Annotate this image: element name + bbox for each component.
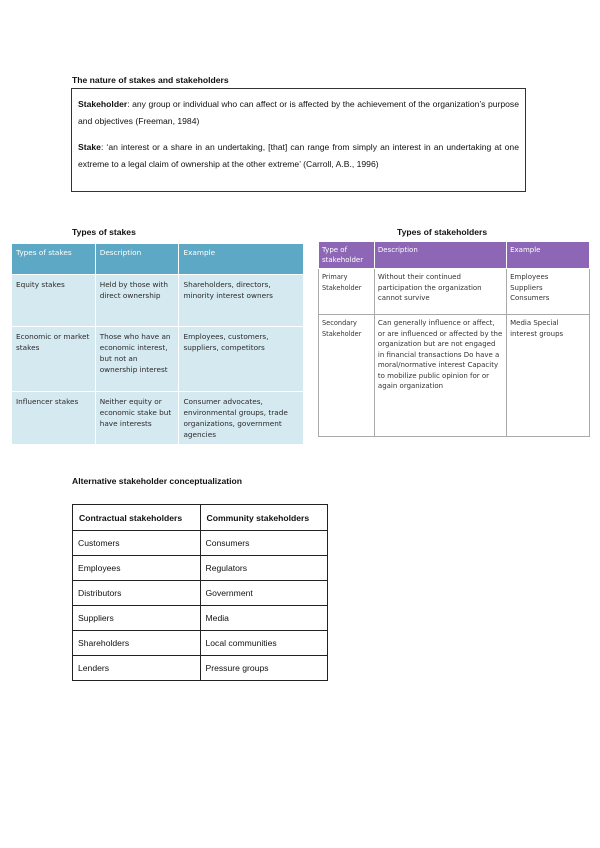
stakeholder-definition-text: : any group or individual who can affect or is affected by the achievement of the organization’s purpose and objectives (Freeman, 1984) (78, 99, 519, 126)
table-row (319, 315, 590, 437)
table-cell: Distributors (73, 581, 201, 606)
column-header: Example (507, 242, 590, 269)
table-cell: Held by those with direct ownership (95, 275, 179, 327)
table-row (73, 581, 328, 606)
table-cell: Suppliers (73, 606, 201, 631)
table-cell: Can generally influence or affect, or are influenced or affected by the organization but are not engaged in financial transactions Do have a moral/normative interest Capacity to mobilize public opinion for or again organization (374, 315, 506, 437)
stake-term: Stake (78, 142, 101, 152)
stakeholder-definition (78, 96, 519, 130)
table-header-row (12, 244, 304, 275)
column-header: Type of stakeholder (319, 242, 375, 269)
table-header-row (73, 505, 328, 531)
table-row (73, 606, 328, 631)
definitions-box (71, 88, 526, 192)
types-of-stakeholders-table (318, 241, 590, 437)
table-cell: Shareholders, directors, minority interest owners (179, 275, 304, 327)
table-cell: Consumers (200, 531, 328, 556)
table-cell: Customers (73, 531, 201, 556)
nature-heading: The nature of stakes and stakeholders (72, 75, 229, 85)
table-row (12, 327, 304, 392)
table-cell: Influencer stakes (12, 392, 96, 445)
table-cell: Employees Suppliers Consumers (507, 269, 590, 315)
alternative-conceptualization-table (72, 504, 328, 681)
table-row (12, 275, 304, 327)
column-header: Description (374, 242, 506, 269)
table-row (73, 531, 328, 556)
table-cell: Those who have an economic interest, but not an ownership interest (95, 327, 179, 392)
table-cell: Equity stakes (12, 275, 96, 327)
table-row (319, 269, 590, 315)
alternative-heading: Alternative stakeholder conceptualization (72, 476, 243, 486)
table-cell: Economic or market stakes (12, 327, 96, 392)
stake-definition-text: : ‘an interest or a share in an undertaking, [that] can range from simply an interest in an undertaking at one extreme to a legal claim of ownership at the other extreme’ (Carroll, A.B., 1996) (78, 142, 519, 169)
table-cell: Shareholders (73, 631, 201, 656)
table-row (73, 656, 328, 681)
types-of-stakes-heading: Types of stakes (72, 227, 136, 237)
table-cell: Lenders (73, 656, 201, 681)
table-cell: Secondary Stakeholder (319, 315, 375, 437)
table-cell: Employees, customers, suppliers, competitors (179, 327, 304, 392)
table-cell: Employees (73, 556, 201, 581)
types-of-stakes-table (11, 243, 304, 445)
column-header: Community stakeholders (200, 505, 328, 531)
stake-definition (78, 139, 519, 173)
table-cell: Pressure groups (200, 656, 328, 681)
table-row (73, 556, 328, 581)
table-row (12, 392, 304, 445)
table-cell: Neither equity or economic stake but have interests (95, 392, 179, 445)
table-cell: Without their continued participation the organization cannot survive (374, 269, 506, 315)
table-cell: Government (200, 581, 328, 606)
table-cell: Regulators (200, 556, 328, 581)
table-header-row (319, 242, 590, 269)
column-header: Contractual stakeholders (73, 505, 201, 531)
table-cell: Local communities (200, 631, 328, 656)
table-cell: Media (200, 606, 328, 631)
column-header: Example (179, 244, 304, 275)
types-of-stakeholders-heading: Types of stakeholders (397, 227, 488, 237)
column-header: Types of stakes (12, 244, 96, 275)
column-header: Description (95, 244, 179, 275)
table-row (73, 631, 328, 656)
table-cell: Consumer advocates, environmental groups, trade organizations, government agencies (179, 392, 304, 445)
stakeholder-term: Stakeholder (78, 99, 128, 109)
table-cell: Primary Stakeholder (319, 269, 375, 315)
table-cell: Media Special interest groups (507, 315, 590, 437)
